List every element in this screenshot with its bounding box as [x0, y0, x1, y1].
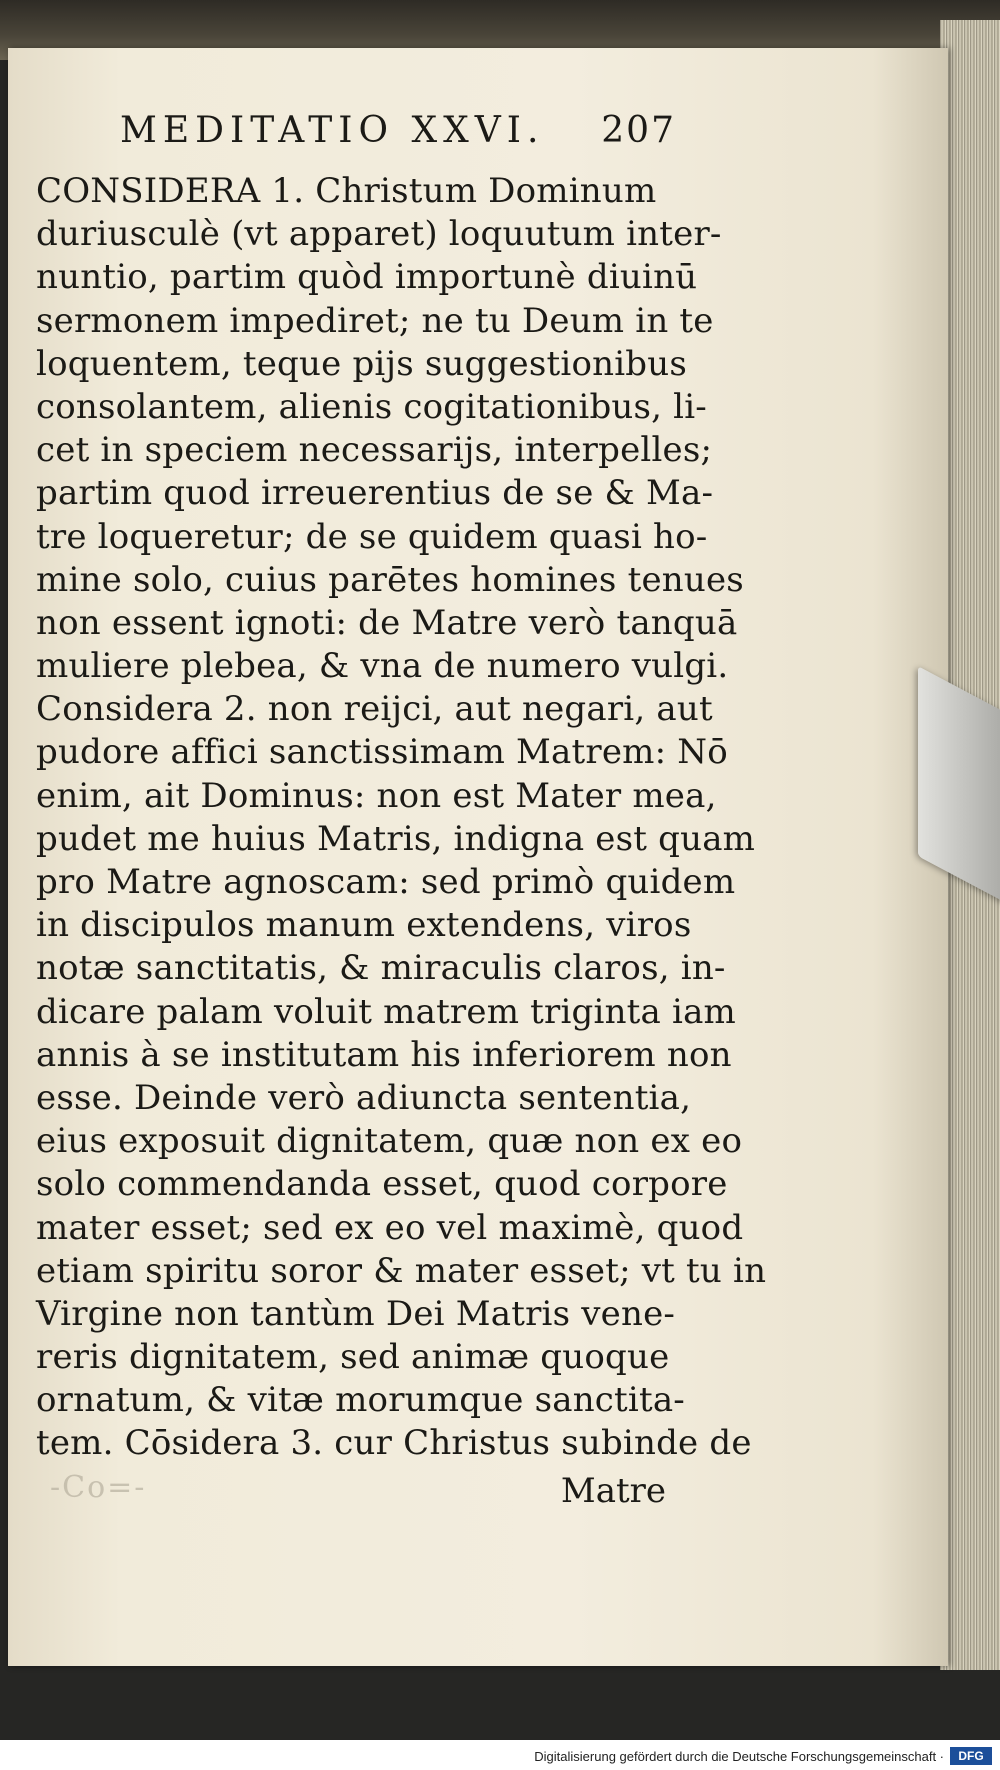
text-line: tre loqueretur; de se quidem quasi ho- — [36, 516, 708, 557]
text-line: pudet me huius Matris, indigna est quam — [36, 818, 756, 859]
text-line: non essent ignoti: de Matre verò tanquā — [36, 602, 738, 643]
text-line: nuntio, partim quòd importunè diuinū — [36, 257, 698, 298]
text-line: CONSIDERA 1. Christum Dominum — [36, 171, 657, 211]
page-header — [36, 110, 676, 170]
text-line: solo commendanda esset, quod corpore — [36, 1164, 728, 1205]
page-text — [36, 110, 767, 1516]
text-line: loquentem, teque pijs suggestionibus — [36, 343, 688, 384]
text-line: Virgine non tantùm Dei Matris vene- — [36, 1293, 676, 1334]
text-line: mater esset; sed ex eo vel maximè, quod — [36, 1207, 744, 1248]
text-lines — [36, 170, 767, 1466]
text-line: cet in speciem necessarijs, interpelles; — [36, 430, 713, 471]
text-line: in discipulos manum extendens, viros — [36, 905, 692, 946]
text-line: etiam spiritu soror & mater esset; vt tu in — [36, 1250, 767, 1291]
text-line: enim, ait Dominus: non est Mater mea, — [36, 775, 717, 816]
bleed-through-text: -Co=- — [50, 1470, 147, 1505]
text-line: Considera 2. non reijci, aut negari, aut — [36, 689, 713, 730]
text-line: duriusculè (vt apparet) loquutum inter- — [36, 214, 722, 255]
page-number: 207 — [601, 110, 676, 151]
footer-bar — [0, 1740, 1000, 1770]
text-line: annis à se institutam his inferiorem non — [36, 1034, 732, 1075]
text-line: dicare palam voluit matrem triginta iam — [36, 991, 737, 1032]
text-line: muliere plebea, & vna de numero vulgi. — [36, 646, 729, 687]
text-line: eius exposuit dignitatem, quæ non ex eo — [36, 1121, 743, 1162]
text-line: sermonem impediret; ne tu Deum in te — [36, 300, 714, 341]
running-head: MEDITATIO XXVI. — [120, 110, 545, 151]
text-line: consolantem, alienis cogitationibus, li- — [36, 386, 707, 427]
text-line: esse. Deinde verò adiuncta sententia, — [36, 1077, 692, 1118]
dfg-logo: DFG — [950, 1747, 992, 1765]
text-line: tem. Cōsidera 3. cur Christus subinde de — [36, 1423, 752, 1464]
text-line: partim quod irreuerentius de se & Ma- — [36, 473, 714, 514]
text-line: pro Matre agnoscam: sed primò quidem — [36, 862, 736, 902]
text-line: notæ sanctitatis, & miraculis claros, in- — [36, 948, 726, 989]
text-line: reris dignitatem, sed animæ quoque — [36, 1337, 670, 1378]
funding-credit: Digitalisierung gefördert durch die Deutsche Forschungsgemeinschaft · — [534, 1749, 944, 1764]
text-line: mine solo, cuius parētes homines tenues — [36, 559, 744, 600]
catchword: Matre — [560, 1470, 666, 1511]
text-line: pudore affici sanctissimam Matrem: Nō — [36, 732, 728, 773]
text-line: ornatum, & vitæ morumque sanctita- — [36, 1380, 685, 1421]
